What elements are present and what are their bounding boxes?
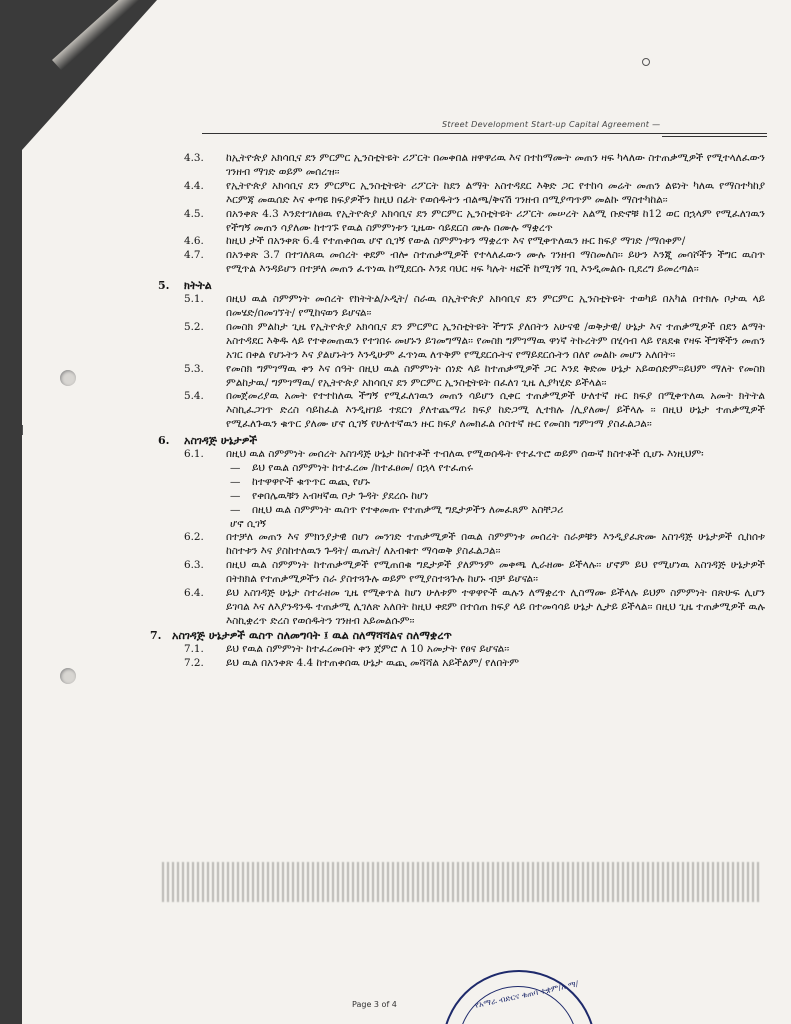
clause	[184, 320, 765, 363]
header-rule-short	[662, 136, 767, 137]
bullet-text: ይህ የዉል ስምምነት ከተፈረመ /ከተፈፀመ/ በኋላ የተፈጠሩ	[252, 461, 473, 474]
document-body	[150, 152, 765, 671]
clause-number: 6.3.	[184, 559, 204, 572]
clause-number: 5.1.	[184, 293, 204, 306]
clause-text: ይህ የዉል ስምምነት ከተፈረመበት ቀን ጀምሮ ለ 10 አመታት የፀና ይሆናል፡፡	[226, 642, 510, 655]
clause-number: 4.5.	[184, 207, 204, 220]
clause-number: 5.2.	[184, 320, 204, 333]
clause	[184, 152, 765, 180]
clause-number: 5.	[158, 279, 170, 293]
bullet-text: ከተዋዋዮች ቁጥጥር ዉጪ የሆኑ	[252, 475, 370, 488]
clause	[184, 531, 765, 559]
section-heading	[150, 629, 765, 643]
clause-number: 4.4.	[184, 179, 204, 192]
bullet-text: በዚህ ዉል ስምምነት ዉስጥ የተቀመጡ የተጠቃሚ ግዴታዎችን ለመፈጸም አስቸጋሪ	[252, 503, 564, 516]
bullet-dash: —	[230, 489, 241, 502]
bullet-text: የቀበሌዉቹን አብዛኛዉ ቦታ ጉዳት ያደረሱ ከሆነ	[252, 489, 429, 502]
clause-text: በአንቀጽ 3.7 በተገለጸዉ መሰረት ቀደም ብሎ ስተጠቃሚዎች የተላለፈውን ሙሉ ገንዘብ ማስመለስ፡፡ ይሁን እንጂ መሳሾችን ችግር ዉስጥ የሚጥል እንዳይሆን በተቻለ መጠን ፈጥነዉ ከሚደርሱ እንደ ባህር ዛፍ ካሉት ዛፎች ከሚገኝ ገቢ እንዲመልሱ ቢደረግ ይመረጣል፡፡	[226, 249, 765, 276]
bullet-item	[230, 504, 765, 518]
clause-number: 6.4.	[184, 587, 204, 600]
punch-hole-bottom	[60, 668, 76, 684]
clause-text: ከዚህ ታች በአንቀጽ 6.4 የተጠቀሰዉ ሆኖ ሲገኝ የውል ስምምነቱን ማቋረጥ እና የሚቀጥለዉን ዙር ክፍያ ማገድ /ማሰቀም/	[226, 235, 686, 248]
stamp-lettering: የአማራ ብድርና ቁጠባ ተቋም/አ.ማ/	[474, 979, 580, 1010]
folded-corner	[22, 0, 157, 150]
clause	[184, 362, 765, 391]
clause-number: 4.7.	[184, 249, 204, 262]
clause-text: በአንቀጽ 4.3 እንደተገለፀዉ የኢትዮጵያ አክሳቢና ደን ምርምር ኢንስቲትዩት ሪፖርት መሠረት አልሚ ቡድኖቹ ከ12 ወር በኋላም የሚፈለገዉን የችግኝ መጠን ሳያለሙ ከተገኙ የዉል ስምምነቱን ጊዜው ሳይደርስ ሙሉ በሙሉ ማቋረጥ	[226, 207, 765, 234]
clause-text: ይህ ዉል በአንቀጽ 4.4 ከተጠቀሰዉ ሁኔታ ዉጪ መሻሻል አይችልም/ የለበትም	[226, 656, 519, 669]
clause-number: 6.2.	[184, 531, 204, 544]
clause-number: 4.3.	[184, 152, 204, 164]
clause-text: በዚህ ዉል ስምምነት ከተጠቃሚዎች የሚጠበቁ ግዴታዎች ያለምንም መቀጫ ሊራዘሙ ይችላሉ፡፡ ሆኖም ይህ የሚሆነዉ አስገዳጅ ሁኔታዎች በትክክል የተጠቃሚዎችን ስራ ያስተጓጉሉ ወይም የሚያስተጓጉሉ ከሆኑ ብቻ ይሆናል፡፡	[226, 559, 765, 586]
stray-mark	[642, 58, 650, 66]
clause-text: የኢትዮጵያ አክሳቢና ደን ምርምር ኢንስቲትዩት ሪፖርት ከደን ልማት አስተዳደር እቅድ ጋር የተከሳ መሬት መጠን ልዩነት ካለዉ የማስተካከያ እርምጃ መዉሰድ እና ቀጣዩ ክፍያዎችን ከዚህ በፊት የወሰዱትን ብልጫ/ቅናሽ ገንዘብ በሚያጣጥም መልኩ ማስተካከል፡፡	[226, 179, 765, 206]
clause-text: አስገዳጅ ሁኔታዎች ዉስጥ ስለመግባት ፤ ዉል ስለማሻሻልና ስለማቋረጥ	[172, 628, 452, 642]
clause-number: 7.1.	[184, 642, 204, 655]
section-heading	[158, 279, 765, 293]
clause	[184, 642, 765, 657]
clause-text: ይህ አስገዳጅ ሁኔታ ስተራዘመ ጊዜ የሚቀጥል ከሆነ ሁለቱም ተዋዋዮች ዉሉን ለማቋረጥ ሊስማሙ ይችላሉ ይህም ስምምነት በጽሁፍ ሊሆን ይገባል እና ለእያንዳንዱ ተጠቃሚ ሊገለጽ አለበት ከዚህ ቀደም በተሰጠ ክፍያ ላይ በተመሳሳይ ሁኔታ ሊታይ ይችላል፡፡ በዚህ ጊዜ ተጠቃሚዎች ዉሉ እስኪቋረጥ ድረስ የወሰዱትን ገንዘብ አይመልሱም፡፡	[226, 587, 765, 627]
clause	[184, 207, 765, 236]
clause	[184, 179, 765, 208]
clause-text: በመጀመሪያዉ አመት የተተከለዉ ችግኝ የሚፈለገዉን መጠን ሳይሆን ሲቀር ተጠቃሚዎች ሁለተኛ ዙር ክፍያ በሚቀጥለዉ አመት ክትትል እስኪፈጋገጥ ድረስ ሳይከፈል እንዲዘገይ ተደርጎ ያለተጨማሪ ክፍያ ከድጋሚ ሊተክሉ /ሊያለሙ/ ይችላሉ ፡፡ በዚህ ሁኔታ ተጠቃሚዎች የሚፈለጉዉን ቁጥር ያለሙ ሆኖ ሲገኝ የሁለተኛዉን ዙር ክፍያ ለመክፈል ሶስተኛ ዙር የመስክ ግምገማ ያስፈልጋል፡፡	[226, 390, 765, 431]
punch-hole-top	[60, 370, 76, 386]
clause-text: አስገዳጅ ሁኔታዎች	[184, 434, 258, 448]
clause	[184, 293, 765, 321]
page-number: Page 3 of 4	[352, 1000, 397, 1009]
clause	[184, 390, 765, 432]
clause-text: በዚህ ዉል ስምምነት መሰረት አስገዳጅ ሁኔታ ከስተቶች ተብለዉ የሚወሰዱት የተፈጥሮ ወይም ሰውኛ ክስተቶች ሲሆኑ እነዚህም፡	[226, 448, 704, 461]
bullet-dash: —	[230, 475, 241, 488]
clause-number: 7.	[150, 628, 162, 642]
margin-mark	[22, 425, 27, 435]
clause-text: የመስክ ግምገማዉ ቀን እና ሰዓት በዚህ ዉል ስምምነት ሰነድ ላይ ከተጠቃሚዎች ጋር እንደ ቅድመ ሁኔታ አይወሰድም፡፡ይህም ማለት የመስክ ምልከታዉ/ ግምገማዉ/ የኢትዮጵያ አክሳቢና ደን ምርምር ኢንስቲትዩት በፈለገ ጊዜ ሊያካሂድ ይችላል፡፡	[226, 362, 765, 389]
bullet-item	[230, 490, 765, 504]
clause-number: 6.	[158, 434, 170, 448]
scan-noise-band	[162, 862, 762, 902]
bullet-dash: —	[230, 461, 241, 474]
bullet-continuation: ሆኖ ሲገኝ	[230, 517, 267, 530]
clause	[184, 587, 765, 629]
clause	[184, 559, 765, 587]
clause-text: በዚህ ዉል ስምምነት መሰረት የክትትል/ኦዲት/ ስራዉ በኢትዮጵያ አክሳቢና ደን ምርምር ኢንስቲትዩት ተወካይ በአካል በተክሉ ቦታዉ ላይ በመሄድ/በመገኘት/ የሚከናወን ይሆናል፡፡	[226, 293, 765, 319]
clause-text: በመስክ ምልከታ ጊዜ የኢትዮጵያ አክሳቢና ደን ምርምር ኢንስቲትዩት ችግኙ ያለበትን አሁናዊ /ወቅታዊ/ ሁኔታ እና ተጠቃሚዎች በደን ልማት አስተዳደር እቅዱ ላይ የተቀመጠዉን የተገበሩ መሆኑን ይገመግማል፡፡ የመስክ ግምገማዉ ዋነኛ ትኩረትም በሂሳብ ላይ የጸደቁ የዛፍ ችግኞችን መጠን አገር በቀል የሆኑትን እና ያልሆኑትን እንዲሁም ፈጥነዉ ለጥቅም የሚደርሱትና የማይደርሱትን በለየ መልኩ መሆን አለበት፡፡	[226, 320, 765, 361]
clause-number: 7.2.	[184, 656, 204, 669]
clause	[184, 448, 765, 462]
clause-text: ከኢትዮጵያ አክሳቢና ደን ምርምር ኢንስቲትዩት ሪፖርት በመቀበል ዘዋዋሪዉ እና በተከማሙት መጠን ዛፍ ካላለው ስተጠቃሚዎች የሚተላለፈውን ገንዘብ ማገድ ወይም መሰረዝ፡፡	[226, 152, 765, 178]
clause-number: 5.3.	[184, 362, 204, 375]
clause-number: 6.1.	[184, 448, 204, 461]
clause	[184, 235, 765, 249]
bullet-item	[230, 476, 765, 490]
clause-text: ክትትል	[184, 279, 212, 293]
clause	[184, 656, 765, 671]
section-heading	[158, 434, 765, 448]
bullet-dash: —	[230, 503, 241, 516]
running-header: Street Development Start-up Capital Agreement —	[442, 120, 661, 129]
clause	[184, 249, 765, 277]
document-page	[22, 0, 791, 1024]
header-rule	[202, 133, 767, 134]
clause-text: በተቻለ መጠን እና ምክንያታዊ በሆነ መንገድ ተጠቃሚዎች በዉል ስምምነቱ መሰረት ስራዎቹን እንዲያፈጽሙ አስገዳጅ ሁኔታዎች ሲከሰቱ ከስተቱን እና ያስከተለዉን ጉዳት/ ዉጤት/ ለአብቁተ ማሳወቅ ያስፈልጋል፡፡	[226, 531, 765, 558]
bullet-item	[230, 462, 765, 476]
clause-number: 4.6.	[184, 235, 204, 248]
clause-number: 5.4.	[184, 390, 204, 403]
